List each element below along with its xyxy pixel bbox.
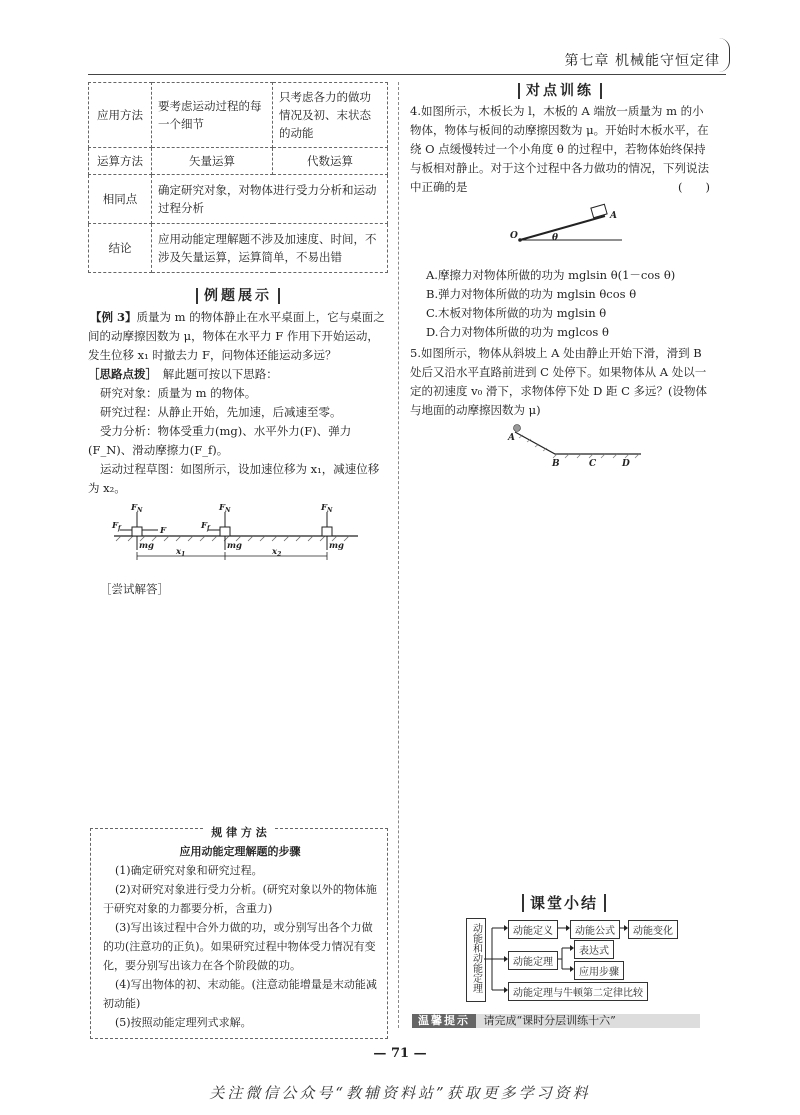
rule-box-title: 规 律 方 法 [205, 826, 273, 839]
hint-line [88, 365, 388, 384]
example3-question-text: 质量为 m 的物体静止在水平桌面上，它与桌面之间的动摩擦因数为 μ，物体在水平力 F 作用下开始运动，发生位移 x₁ 时撤去力 F，问物体还能运动多远？ [88, 310, 385, 362]
block-start [132, 527, 142, 536]
header-rule [88, 74, 726, 75]
slope-path [515, 432, 641, 454]
slope-diagram [505, 420, 655, 472]
ball-object [514, 425, 521, 432]
table-cell: 要考虑运动过程的每一个细节 [152, 83, 273, 148]
summary-node-steps: 应用步骤 [574, 961, 624, 980]
rule-step: (2)对研究对象进行受力分析。(研究对象以外的物体施于研究对象的力都要分析，含重力) [103, 883, 377, 915]
label-Ff: $F_f$ [201, 521, 210, 532]
question-4-text: 4.如图所示，木板长为 l，木板的 A 端放一质量为 m 的小物体，物体与板间的动摩擦因数为 μ。开始时木板水平，在绕 O 点缓慢转过一个小角度 θ 的过程中，若物体始终保持与板相对静止。对于这个过程中各力做功的情况，下列说法中正确的是 [410, 104, 709, 194]
label-FN: $F_N$ [219, 503, 231, 514]
summary-node-comparison: 动能定理与牛顿第二定律比较 [508, 982, 648, 1001]
option-c: C.木板对物体所做的功为 mglsin θ [426, 306, 607, 320]
rule-box-heading: 应用动能定理解题的步骤 [179, 845, 301, 858]
step-line: 研究对象：质量为 m 的物体。 [100, 386, 257, 400]
table-row [89, 83, 388, 148]
force-diagram [108, 500, 368, 562]
label-F: F [160, 526, 167, 536]
example3-question [88, 308, 388, 365]
tip-label: 温馨提示 [412, 1014, 476, 1028]
table-cell: 只考虑各力的做功情况及初、末状态的动能 [273, 83, 388, 148]
option-b: B.弹力对物体所做的功为 mglsin θcos θ [426, 287, 637, 301]
table-cell: 应用动能定理解题不涉及加速度、时间，不涉及矢量运算，运算简单，不易出错 [152, 224, 388, 273]
summary-title: 课堂小结 [522, 894, 606, 912]
rule-step: (3)写出该过程中合外力做的功，或分别写出各个力做的功(注意功的正负)。如果研究过程中物体受力情况有变化，要分别写出该力在各个阶段做的功。 [103, 921, 376, 972]
label-mg: mg [227, 541, 242, 551]
summary-title-wrap [522, 892, 606, 913]
step-line: 受力分析：物体受重力(mg)、水平外力(F)、弹力(F_N)、滑动摩擦力(F_f)。 [88, 424, 352, 457]
practice-section-title [410, 80, 710, 100]
rule-box-steps [103, 861, 377, 1032]
answer-paren: ( ) [678, 180, 710, 194]
page-number: — 71 — [373, 1046, 427, 1061]
table-row [89, 224, 388, 273]
label-D: D [622, 459, 630, 469]
table-cell: 矢量运算 [152, 148, 273, 175]
option-a: A.摩擦力对物体所做的功为 mglsin θ(1－cos θ) [426, 268, 676, 282]
label-A: A [508, 433, 515, 443]
option-d: D.合力对物体所做的功为 mglcos θ [426, 325, 609, 339]
question-4 [410, 102, 710, 197]
example-section-title-text: 例题展示 [196, 288, 280, 304]
rule-step: (4)写出物体的初、末动能。(注意动能增量是末动能减初动能) [103, 978, 377, 1010]
try-solution-label: ［尝试解答］ [100, 582, 169, 596]
table-cell: 结论 [89, 224, 152, 273]
tip-text: 请完成“课时分层训练十六” [483, 1014, 616, 1027]
pivot-point [518, 238, 522, 242]
example-section-title [88, 285, 388, 305]
rule-step: (5)按照动能定理列式求解。 [115, 1016, 252, 1029]
step-line: 研究过程：从静止开始，先加速，后减速至零。 [100, 405, 342, 419]
example3-block [88, 308, 388, 498]
label-mg: mg [139, 541, 154, 551]
table-row [89, 175, 388, 224]
block-end [322, 527, 332, 536]
label-x1: $x_1$ [176, 547, 186, 558]
summary-node-definition: 动能定义 [508, 920, 558, 939]
example3-label: 【例 3】 [90, 310, 137, 324]
label-FN: $F_N$ [321, 503, 333, 514]
board-diagram [510, 200, 630, 248]
step-line: 运动过程草图：如图所示，设加速位移为 x₁，减速位移为 x₂。 [88, 462, 380, 495]
block-middle [220, 527, 230, 536]
label-FN: $F_N$ [131, 503, 143, 514]
question-5: 5.如图所示，物体从斜坡上 A 处由静止开始下滑，滑到 B 处后又沿水平直路前进到 C 处停下。如果物体从 A 处以一定的初速度 v₀ 滑下，求物体停下处 D 距 C 多远？(设物体与地面的动摩擦因数为 μ) [410, 346, 708, 417]
rule-box-title-wrap [91, 821, 387, 840]
practice-section-title-text: 对点训练 [518, 83, 602, 99]
table-cell: 运算方法 [89, 148, 152, 175]
table-row [89, 148, 388, 175]
label-O: O [510, 231, 518, 241]
label-mg: mg [329, 541, 344, 551]
hint-text: 解此题可按以下思路： [162, 367, 278, 381]
label-C: C [589, 459, 597, 469]
footer-note: 关注微信公众号“教辅资料站”获取更多学习资料 [209, 1084, 591, 1102]
comparison-table [88, 82, 388, 273]
label-x2: $x_2$ [272, 547, 282, 558]
header-bracket [719, 38, 730, 72]
summary-node-change: 动能变化 [628, 920, 678, 939]
table-cell: 代数运算 [273, 148, 388, 175]
label-B: B [552, 459, 560, 469]
summary-node-expression: 表达式 [574, 940, 614, 959]
table-cell: 应用方法 [89, 83, 152, 148]
table-cell: 确定研究对象，对物体进行受力分析和运动过程分析 [152, 175, 388, 224]
summary-root-text: 动能和动能定理 [470, 923, 482, 993]
summary-node-formula: 动能公式 [570, 920, 620, 939]
label-Ff: $F_f$ [112, 521, 121, 532]
rule-method-box [90, 828, 388, 1039]
hint-label: ［思路点拨］ [88, 367, 152, 381]
summary-node-theorem: 动能定理 [508, 951, 558, 970]
q4-options [426, 266, 716, 342]
rule-step: (1)确定研究对象和研究过程。 [115, 864, 263, 877]
tilted-board [520, 216, 605, 240]
table-cell: 相同点 [89, 175, 152, 224]
tip-bar [412, 1014, 700, 1028]
chapter-header: 第七章 机械能守恒定律 [564, 53, 720, 69]
label-A: A [610, 211, 617, 221]
summary-root [466, 918, 486, 1002]
column-divider [398, 82, 399, 1028]
label-theta: θ [552, 233, 559, 243]
